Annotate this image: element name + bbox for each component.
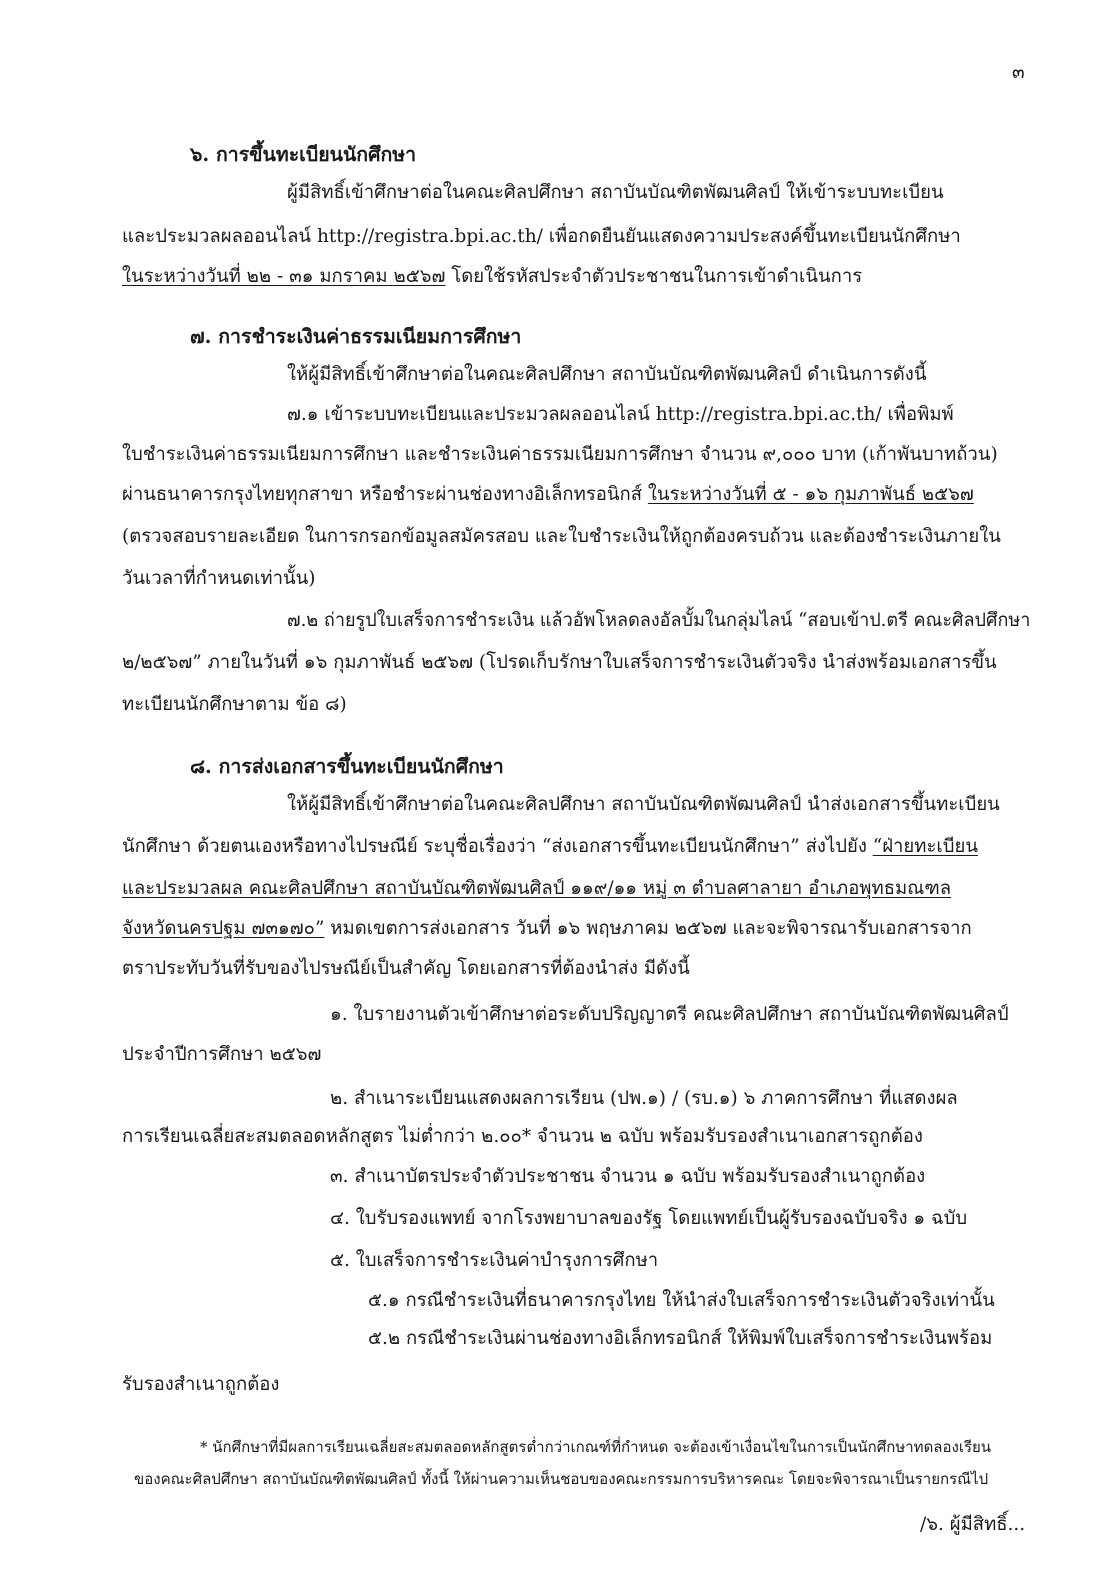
document-item-5-1: ๕.๑ กรณีชำระเงินที่ธนาคารกรุงไทย ให้นำส่งใบเสร็จการชำระเงินตัวจริงเท่านั้น	[368, 1290, 995, 1311]
document-item-2: ๒. สำเนาระเบียนแสดงผลการเรียน (ปพ.๑) / (รบ.๑) ๖ ภาคการศึกษา ที่แสดงผล	[330, 1088, 958, 1109]
section-7-item-line: ๗.๒ ถ่ายรูปใบเสร็จการชำระเงิน แล้วอัพโหลดลงอัลบั้มในกลุ่มไลน์ “สอบเข้าป.ตรี คณะศิลปศึกษา	[287, 610, 1031, 631]
address-start: “ฝ่ายทะเบียน	[872, 836, 978, 857]
document-item-1: ๑. ใบรายงานตัวเข้าศึกษาต่อระดับปริญญาตรี คณะศิลปศึกษา สถาบันบัณฑิตพัฒนศิลป์	[330, 1004, 1009, 1025]
continuation-marker: /๖. ผู้มีสิทธิ์...	[920, 1514, 1026, 1535]
section-7-item-line: ๗.๑ เข้าระบบทะเบียนและประมวลผลออนไลน์ http://registra.bpi.ac.th/ เพื่อพิมพ์	[287, 404, 954, 425]
section-6-paragraph-line: ในระหว่างวันที่ ๒๒ - ๓๑ มกราคม ๒๕๖๗ โดยใช้รหัสประจำตัวประชาชนในการเข้าดำเนินการ	[122, 266, 863, 287]
section-7-item-line: ใบชำระเงินค่าธรรมเนียมการศึกษา และชำระเงินค่าธรรมเนียมการศึกษา จำนวน ๙,๐๐๐ บาท (เก้าพันบาทถ้วน)	[122, 444, 998, 465]
section-7-item-line: ผ่านธนาคารกรุงไทยทุกสาขา หรือชำระผ่านช่องทางอิเล็กทรอนิกส์ ในระหว่างวันที่ ๕ - ๑๖ กุมภาพันธ์ ๒๕๖๗	[122, 484, 974, 505]
section-8-paragraph-line: ตราประทับวันที่รับของไปรษณีย์เป็นสำคัญ โดยเอกสารที่ต้องนำส่ง มีดังนี้	[122, 958, 690, 979]
document-item-2-cont: การเรียนเฉลี่ยสะสมตลอดหลักสูตร ไม่ต่ำกว่า ๒.๐๐* จำนวน ๒ ฉบับ พร้อมรับรองสำเนาเอกสารถูกต้อง	[122, 1126, 923, 1147]
section-8-paragraph-line: นักศึกษา ด้วยตนเองหรือทางไปรษณีย์ ระบุชื่อเรื่องว่า “ส่งเอกสารขึ้นทะเบียนนักศึกษา” ส่งไปยัง “ฝ่ายทะเบียน	[122, 836, 978, 857]
document-item-4: ๔. ใบรับรองแพทย์ จากโรงพยาบาลของรัฐ โดยแพทย์เป็นผู้รับรองฉบับจริง ๑ ฉบับ	[330, 1208, 968, 1229]
section-8-heading: ๘. การส่งเอกสารขึ้นทะเบียนนักศึกษา	[190, 755, 504, 778]
address-end: จังหวัดนครปฐม ๗๓๑๗๐”	[122, 918, 325, 939]
footnote-line: * นักศึกษาที่มีผลการเรียนเฉลี่ยสะสมตลอดหลักสูตรต่ำกว่าเกณฑ์ที่กำหนด จะต้องเข้าเงื่อนไขในการเป็นนักศึกษาทดลองเรียน	[200, 1438, 992, 1456]
section-7-item-line: ทะเบียนนักศึกษาตาม ข้อ ๘)	[122, 694, 347, 715]
section-6-paragraph-line: และประมวลผลออนไลน์ http://registra.bpi.ac.th/ เพื่อกดยืนยันแสดงความประสงค์ขึ้นทะเบียนนักศึกษา	[122, 226, 961, 247]
section-7-item-line: วันเวลาที่กำหนดเท่านั้น)	[122, 568, 316, 589]
document-item-5: ๕. ใบเสร็จการชำระเงินค่าบำรุงการศึกษา	[330, 1250, 659, 1271]
section-7-heading: ๗. การชำระเงินค่าธรรมเนียมการศึกษา	[190, 325, 522, 348]
footnote-line: ของคณะศิลปศึกษา สถาบันบัณฑิตพัฒนศิลป์ ทั้งนี้ ให้ผ่านความเห็นชอบของคณะกรรมการบริหารคณะ โดยจะพิจารณาเป็นรายกรณีไป	[134, 1470, 989, 1488]
page-number: ๓	[1012, 62, 1025, 83]
document-item-5-2-cont: รับรองสำเนาถูกต้อง	[122, 1374, 280, 1395]
section-6-paragraph-line: ผู้มีสิทธิ์เข้าศึกษาต่อในคณะศิลปศึกษา สถาบันบัณฑิตพัฒนศิลป์ ให้เข้าระบบทะเบียน	[287, 182, 944, 203]
section-7-item-line: (ตรวจสอบรายละเอียด ในการกรอกข้อมูลสมัครสอบ และใบชำระเงินให้ถูกต้องครบถ้วน และต้องชำระเงินภายใน	[122, 526, 1001, 547]
registration-period: ในระหว่างวันที่ ๒๒ - ๓๑ มกราคม ๒๕๖๗	[122, 266, 446, 287]
section-8-paragraph-line: ให้ผู้มีสิทธิ์เข้าศึกษาต่อในคณะศิลปศึกษา สถาบันบัณฑิตพัฒนศิลป์ นำส่งเอกสารขึ้นทะเบียน	[287, 794, 1000, 815]
section-7-intro: ให้ผู้มีสิทธิ์เข้าศึกษาต่อในคณะศิลปศึกษา สถาบันบัณฑิตพัฒนศิลป์ ดำเนินการดังนี้	[287, 364, 927, 385]
section-7-item-line: ๒/๒๕๖๗” ภายในวันที่ ๑๖ กุมภาพันธ์ ๒๕๖๗ (โปรดเก็บรักษาใบเสร็จการชำระเงินตัวจริง นำส่งพร้อมเอกสารขึ้น	[122, 652, 997, 673]
document-item-1-cont: ประจำปีการศึกษา ๒๕๖๗	[122, 1044, 322, 1065]
document-item-3: ๓. สำเนาบัตรประจำตัวประชาชน จำนวน ๑ ฉบับ พร้อมรับรองสำเนาถูกต้อง	[330, 1166, 926, 1187]
section-8-address-line: และประมวลผล คณะศิลปศึกษา สถาบันบัณฑิตพัฒนศิลป์ ๑๑๙/๑๑ หมู่ ๓ ตำบลศาลายา อำเภอพุทธมณฑล	[122, 878, 952, 899]
section-8-paragraph-line: จังหวัดนครปฐม ๗๓๑๗๐” หมดเขตการส่งเอกสาร วันที่ ๑๖ พฤษภาคม ๒๕๖๗ และจะพิจารณารับเอกสารจาก	[122, 918, 972, 939]
document-item-5-2: ๕.๒ กรณีชำระเงินผ่านช่องทางอิเล็กทรอนิกส์ ให้พิมพ์ใบเสร็จการชำระเงินพร้อม	[368, 1328, 993, 1349]
payment-period: ในระหว่างวันที่ ๕ - ๑๖ กุมภาพันธ์ ๒๕๖๗	[647, 484, 974, 505]
section-6-heading: ๖. การขึ้นทะเบียนนักศึกษา	[190, 143, 417, 166]
